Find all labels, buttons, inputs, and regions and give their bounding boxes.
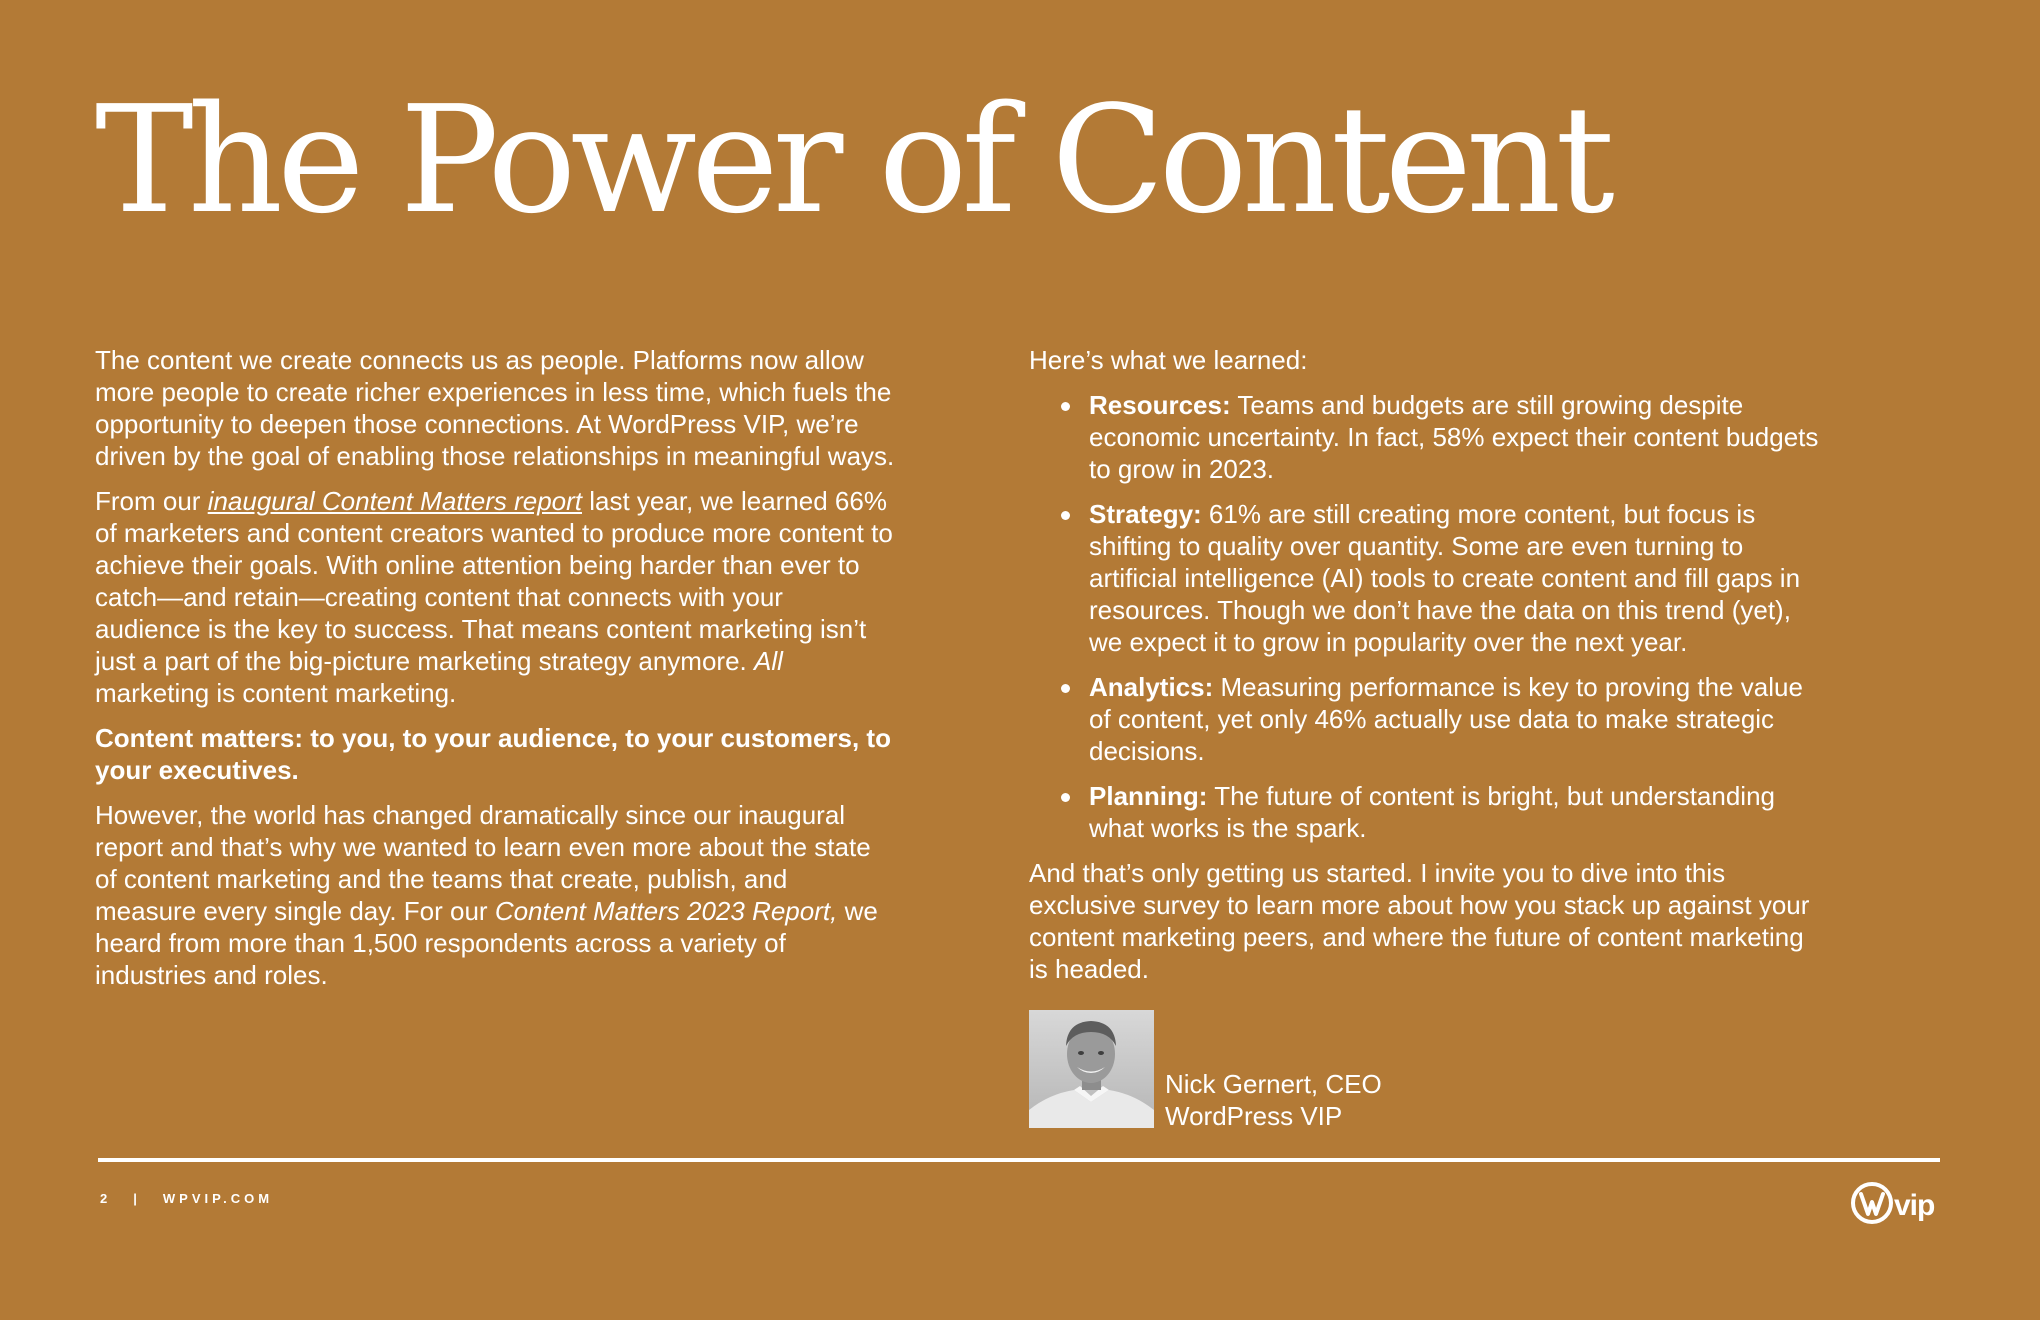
ceo-portrait-photo: [1029, 1010, 1154, 1128]
finding-text: The future of content is bright, but understanding what works is the spark.: [1089, 781, 1775, 843]
page-title: The Power of Content: [95, 74, 1609, 246]
footer-site-link[interactable]: WPVIP.COM: [162, 1191, 274, 1206]
portrait-icon: [1029, 1010, 1154, 1128]
survey-paragraph-start: However, the world has changed dramatically since our inaugural report and that’s why we wanted to learn even more about the state of content marketing and the teams that create, publish, and measure every single day. For our: [95, 800, 871, 926]
report-paragraph: [95, 485, 895, 709]
survey-paragraph: [95, 799, 895, 991]
finding-label: Analytics:: [1089, 672, 1214, 702]
finding-text: Teams and budgets are still growing despite economic uncertainty. In fact, 58% expect their content budgets to grow in 2023.: [1089, 390, 1819, 484]
finding-label: Strategy:: [1089, 499, 1202, 529]
finding-planning: [1089, 780, 1819, 844]
left-column: [95, 344, 895, 1004]
footer-divider: [98, 1158, 1940, 1162]
footer: [100, 1191, 273, 1206]
finding-analytics: [1089, 671, 1819, 767]
wpvip-logo[interactable]: [1850, 1180, 1944, 1226]
inaugural-report-link[interactable]: inaugural Content Matters report: [207, 486, 582, 516]
signature-text: [1165, 1068, 1382, 1132]
closing-paragraph: And that’s only getting us started. I invite you to dive into this exclusive survey to learn more about how you stack up against your content marketing peers, and where the future of content marketing is headed.: [1029, 858, 1810, 984]
signature-block: [1029, 1010, 1729, 1130]
report-title-emphasis: Content Matters 2023 Report,: [494, 896, 838, 926]
intro-paragraph: The content we create connects us as people. Platforms now allow more people to create richer experiences in less time, which fuels the opportunity to deepen those connections. At WordPress VIP, we’re driven by the goal of enabling those relationships in meaningful ways.: [95, 345, 895, 471]
report-paragraph-middle: last year, we learned 66% of marketers and content creators wanted to produce more content to achieve their goals. With online attention being harder than ever to catch—and retain—creating content that connects with your audience is the key to success. That means content marketing isn’t just a part of the big-picture marketing strategy anymore.: [95, 486, 893, 676]
survey-paragraph-end: we heard from more than 1,500 respondents across a variety of industries and roles.: [95, 896, 878, 990]
finding-label: Planning:: [1089, 781, 1208, 811]
signature-company: WordPress VIP: [1165, 1101, 1343, 1131]
report-paragraph-end: marketing is content marketing.: [95, 678, 457, 708]
page-number: 2: [100, 1191, 112, 1206]
signature-name: Nick Gernert, CEO: [1165, 1069, 1382, 1099]
right-column: [1029, 344, 1819, 998]
learned-intro: Here’s what we learned:: [1029, 345, 1308, 375]
vip-wordmark: vip: [1894, 1189, 1935, 1222]
footer-separator: |: [133, 1191, 141, 1206]
finding-strategy: [1089, 498, 1819, 658]
content-matters-statement: Content matters: to you, to your audience, to your customers, to your executives.: [95, 723, 891, 785]
finding-label: Resources:: [1089, 390, 1231, 420]
findings-list: [1029, 389, 1819, 844]
finding-text: 61% are still creating more content, but focus is shifting to quality over quantity. Some are even turning to artificial intelligence (AI) tools to create content and fill gaps in resources. Though we don’t have the data on this trend (yet), we expect it to grow in popularity over the next year.: [1089, 499, 1801, 657]
finding-text: Measuring performance is key to proving the value of content, yet only 46% actually use data to make strategic decisions.: [1089, 672, 1803, 766]
report-paragraph-start: From our: [95, 486, 208, 516]
emphasis-all: All: [753, 646, 783, 676]
wordpress-w-icon: [1853, 1184, 1891, 1222]
finding-resources: [1089, 389, 1819, 485]
